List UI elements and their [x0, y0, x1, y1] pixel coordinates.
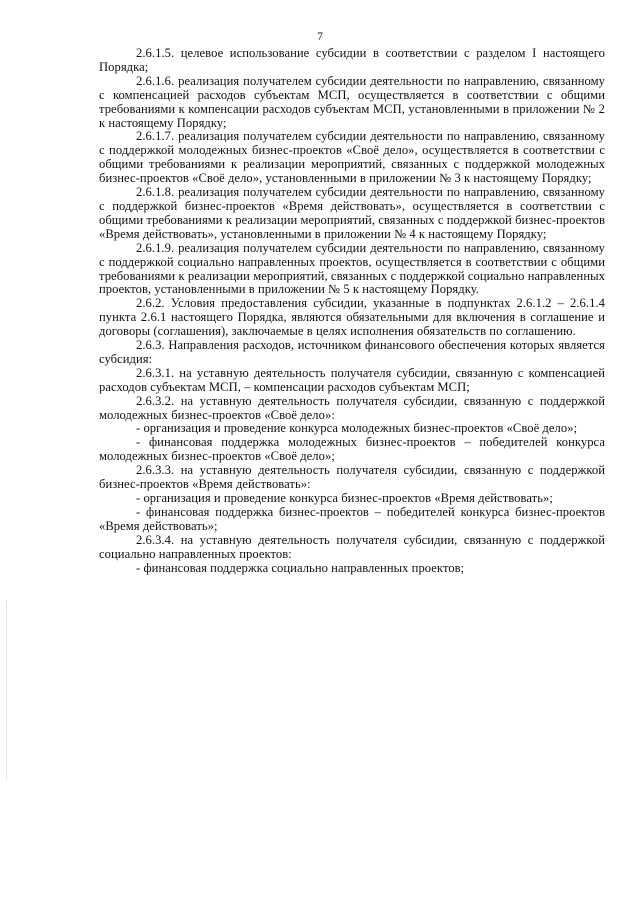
list-item-vremya-support: - финансовая поддержка бизнес-проектов – победителей конкурса бизнес-проектов «Время действовать»; — [99, 504, 605, 533]
paragraph-2-6-3: 2.6.3. Направления расходов, источником финансового обеспечения которых является субсидия: — [99, 338, 605, 366]
list-item-svoe-delo-contest: - организация и проведение конкурса молодежных бизнес-проектов «Своё дело»; — [136, 421, 578, 436]
list-item-vremya-contest: - организация и проведение конкурса бизнес-проектов «Время действовать»; — [136, 491, 553, 505]
paragraph-2-6-3-4: 2.6.3.4. на уставную деятельность получателя субсидии, связанную с поддержкой социально направленных проектов: — [99, 532, 605, 561]
scan-margin-marks — [6, 600, 11, 780]
paragraph-2-6-1-6: 2.6.1.6. реализация получателем субсидии деятельности по направлению, связанному с компенсацией расходов субъектам МСП, осуществляется в соответствии с общими требованиями к компенсации расходов субъектам МСП, установленными в приложении № 2 к настоящему Порядку; — [99, 73, 605, 130]
paragraph-2-6-1-9: 2.6.1.9. реализация получателем субсидии деятельности по направлению, связанному с поддержкой социально направленных проектов, осуществляется в соответствии с общими требованиями к реализации мероприятий, связанных с поддержкой социально направленных проектов, установленными в приложении № 5 к настоящему Порядку. — [99, 240, 605, 297]
paragraph-2-6-3-2: 2.6.3.2. на уставную деятельность получателя субсидии, связанную с поддержкой молодежных бизнес-проектов «Своё дело»: — [99, 393, 605, 422]
page-number: 7 — [317, 31, 323, 43]
paragraph-2-6-1-8: 2.6.1.8. реализация получателем субсидии деятельности по направлению, связанному с поддержкой бизнес-проектов «Время действовать», осуществляется в соответствии с общими требованиями к реализации мероприятий, связанных с поддержкой бизнес-проектов «Время действовать», установленными в приложении № 4 к настоящему Порядку; — [99, 185, 605, 241]
paragraph-2-6-1-5: 2.6.1.5. целевое использование субсидии в соответствии с разделом I настоящего Порядка; — [99, 46, 605, 74]
list-item-social-support: - финансовая поддержка социально направленных проектов; — [136, 560, 465, 575]
paragraph-2-6-1-7: 2.6.1.7. реализация получателем субсидии деятельности по направлению, связанному с поддержкой молодежных бизнес-проектов «Своё дело», осуществляется в соответствии с общими требованиями к реализации мероприятий, связанных с поддержкой молодежных бизнес-проектов «Своё дело», установленными в приложении № 3 к настоящему Порядку; — [99, 129, 605, 186]
list-item-svoe-delo-support: - финансовая поддержка молодежных бизнес-проектов – победителей конкурса молодежных бизнес-проектов «Своё дело»; — [99, 435, 605, 464]
document-body — [99, 47, 605, 575]
paragraph-2-6-3-1: 2.6.3.1. на уставную деятельность получателя субсидии, связанную с компенсацией расходов субъектам МСП, – компенсации расходов субъектам МСП; — [99, 365, 605, 394]
paragraph-2-6-3-3: 2.6.3.3. на уставную деятельность получателя субсидии, связанную с поддержкой бизнес-проектов «Время действовать»: — [99, 463, 605, 492]
paragraph-2-6-2: 2.6.2. Условия предоставления субсидии, указанные в подпунктах 2.6.1.2 – 2.6.1.4 пункта 2.6.1 настоящего Порядка, являются обязательными для включения в соглашение и договоры (соглашения), заключаемые в целях исполнения обязательств по соглашению. — [99, 296, 605, 339]
